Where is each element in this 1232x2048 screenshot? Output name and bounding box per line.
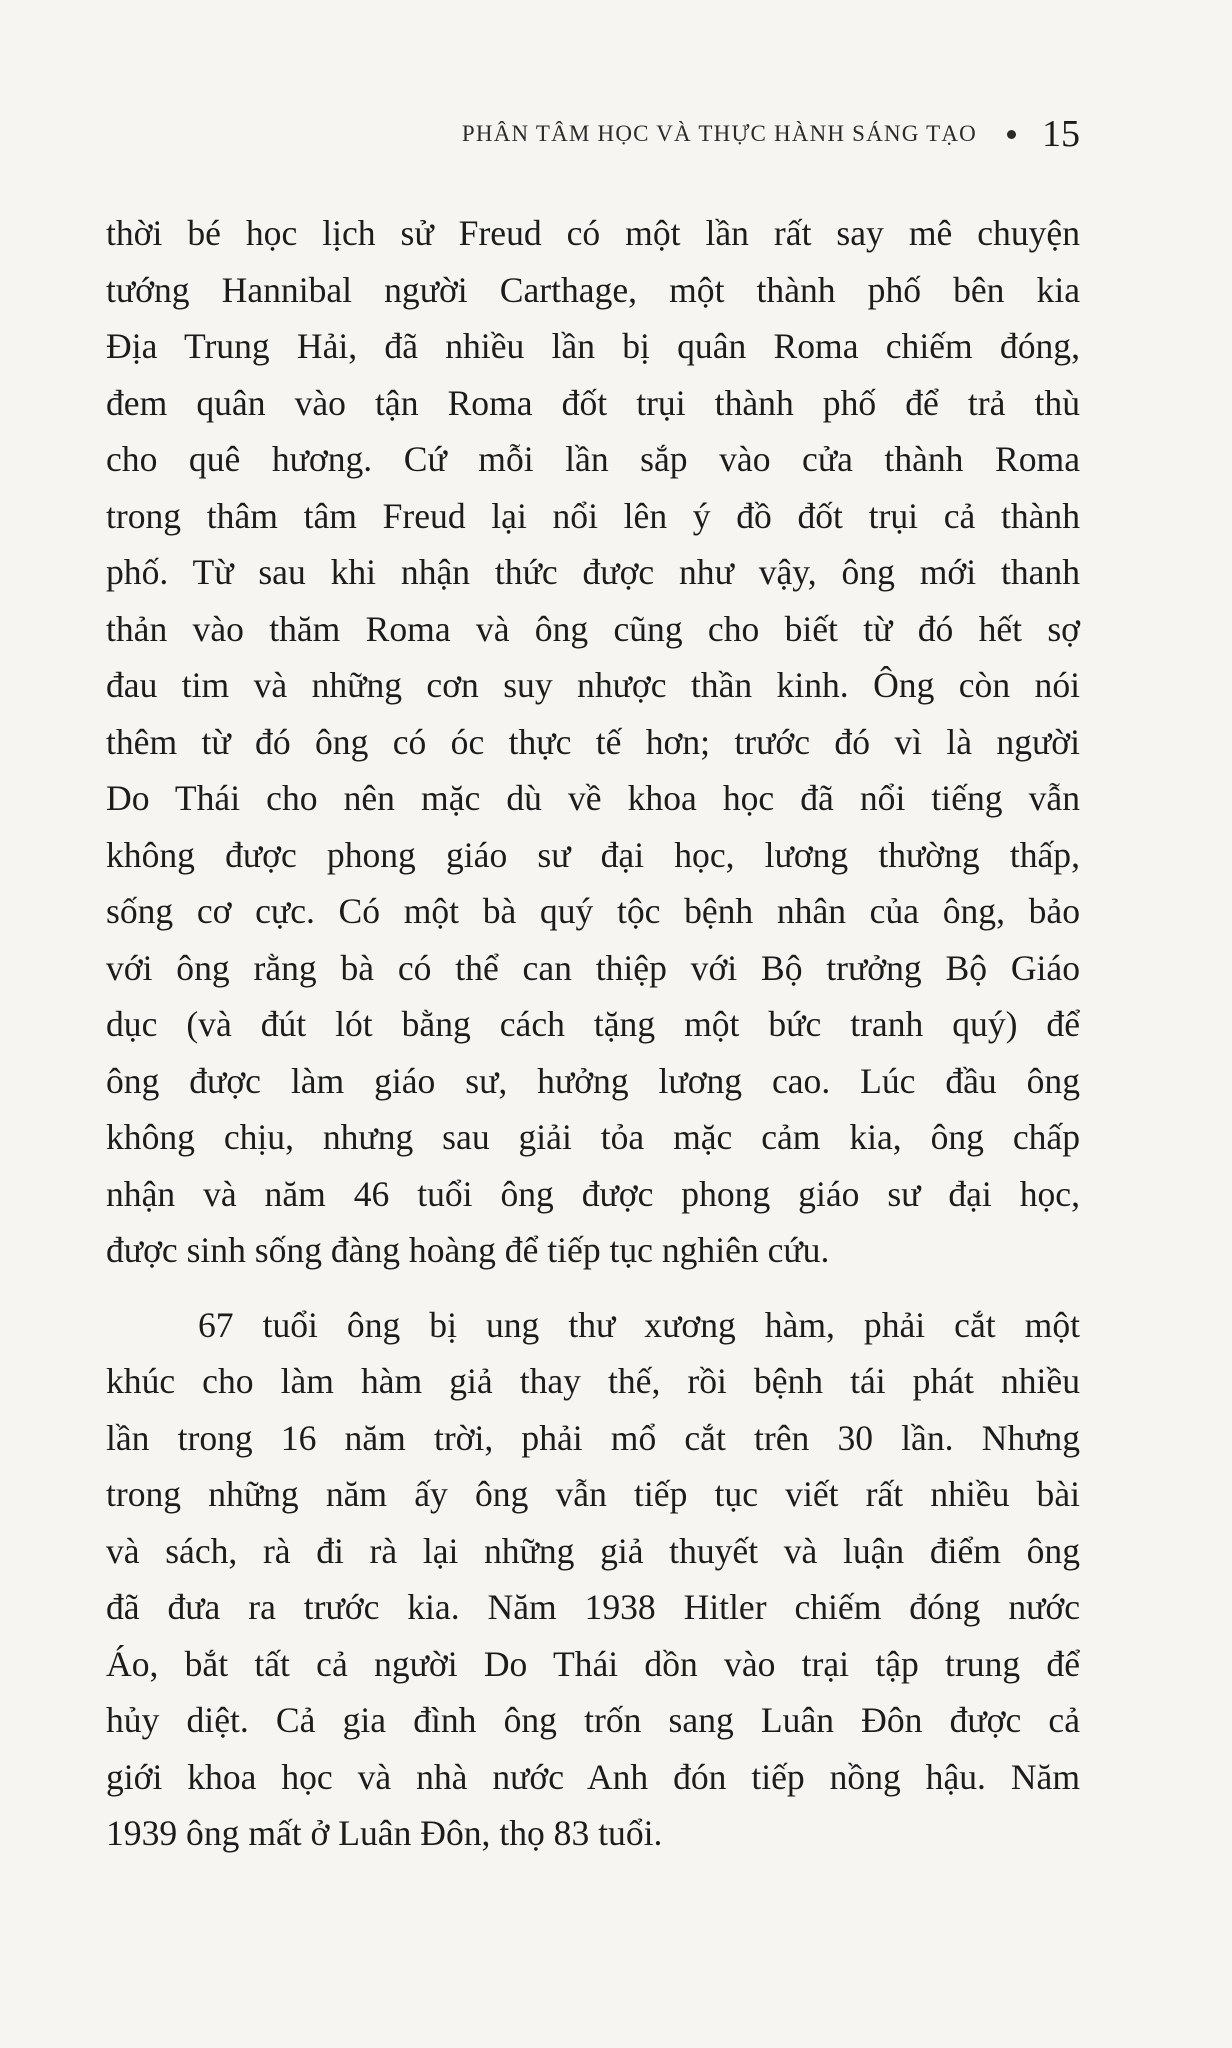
text-line: cho quê hương. Cứ mỗi lần sắp vào cửa thành Roma [106, 439, 1080, 479]
paragraph-2 [106, 1297, 1080, 1862]
text-line: phố. Từ sau khi nhận thức được như vậy, ông mới thanh [106, 552, 1080, 592]
text-line: nhận và năm 46 tuổi ông được phong giáo sư đại học, [106, 1173, 1080, 1214]
text-line: khúc cho làm hàm giả thay thế, rồi bệnh tái phát nhiều [106, 1361, 1080, 1401]
text-line: Do Thái cho nên mặc dù về khoa học đã nổi tiếng vẫn [106, 778, 1080, 818]
text-line: và sách, rà đi rà lại những giả thuyết và luận điểm ông [106, 1530, 1080, 1571]
text-line: trong thâm tâm Freud lại nổi lên ý đồ đốt trụi cả thành [106, 495, 1080, 536]
text-line: 67 tuổi ông bị ung thư xương hàm, phải cắt một [198, 1304, 1080, 1345]
text-line: đau tim và những cơn suy nhược thần kinh. Ông còn nói [106, 665, 1080, 705]
text-line: trong những năm ấy ông vẫn tiếp tục viết rất nhiều bài [106, 1474, 1080, 1514]
text-line: hủy diệt. Cả gia đình ông trốn sang Luân Đôn được cả [106, 1700, 1080, 1740]
text-line: không chịu, nhưng sau giải tỏa mặc cảm kia, ông chấp [106, 1117, 1080, 1157]
text-line: sống cơ cực. Có một bà quý tộc bệnh nhân của ông, bảo [106, 891, 1080, 931]
text-line: lần trong 16 năm trời, phải mổ cắt trên 30 lần. Nhưng [106, 1417, 1080, 1458]
running-header [400, 108, 1080, 160]
separator-dot-icon [1007, 130, 1016, 139]
text-line: thêm từ đó ông có óc thực tế hơn; trước đó vì là người [106, 721, 1080, 762]
text-line: được sinh sống đàng hoàng để tiếp tục nghiên cứu. [106, 1230, 830, 1270]
body-text [106, 205, 1080, 1862]
text-line: ông được làm giáo sư, hưởng lương cao. Lúc đầu ông [106, 1060, 1080, 1101]
text-line: tướng Hannibal người Carthage, một thành phố bên kia [106, 269, 1080, 310]
text-line: giới khoa học và nhà nước Anh đón tiếp nồng hậu. Năm [106, 1756, 1080, 1797]
text-line: 1939 ông mất ở Luân Đôn, thọ 83 tuổi. [106, 1813, 663, 1853]
paragraph-1 [106, 205, 1080, 1279]
text-line: đã đưa ra trước kia. Năm 1938 Hitler chiếm đóng nước [106, 1587, 1080, 1627]
text-line: thản vào thăm Roma và ông cũng cho biết từ đó hết sợ [106, 608, 1080, 649]
text-line: Địa Trung Hải, đã nhiều lần bị quân Roma chiếm đóng, [106, 326, 1080, 366]
text-line: Áo, bắt tất cả người Do Thái dồn vào trại tập trung để [106, 1643, 1080, 1684]
text-line: dục (và đút lót bằng cách tặng một bức tranh quý) để [106, 1004, 1080, 1044]
paragraph-spacer [106, 1279, 1080, 1297]
page-number: 15 [1042, 113, 1080, 155]
text-line: đem quân vào tận Roma đốt trụi thành phố để trả thù [106, 382, 1080, 423]
text-line: thời bé học lịch sử Freud có một lần rất say mê chuyện [106, 213, 1080, 253]
text-line: với ông rằng bà có thể can thiệp với Bộ trưởng Bộ Giáo [106, 947, 1080, 988]
text-line: không được phong giáo sư đại học, lương thường thấp, [106, 834, 1080, 875]
running-title: PHÂN TÂM HỌC VÀ THỰC HÀNH SÁNG TẠO [461, 121, 977, 146]
